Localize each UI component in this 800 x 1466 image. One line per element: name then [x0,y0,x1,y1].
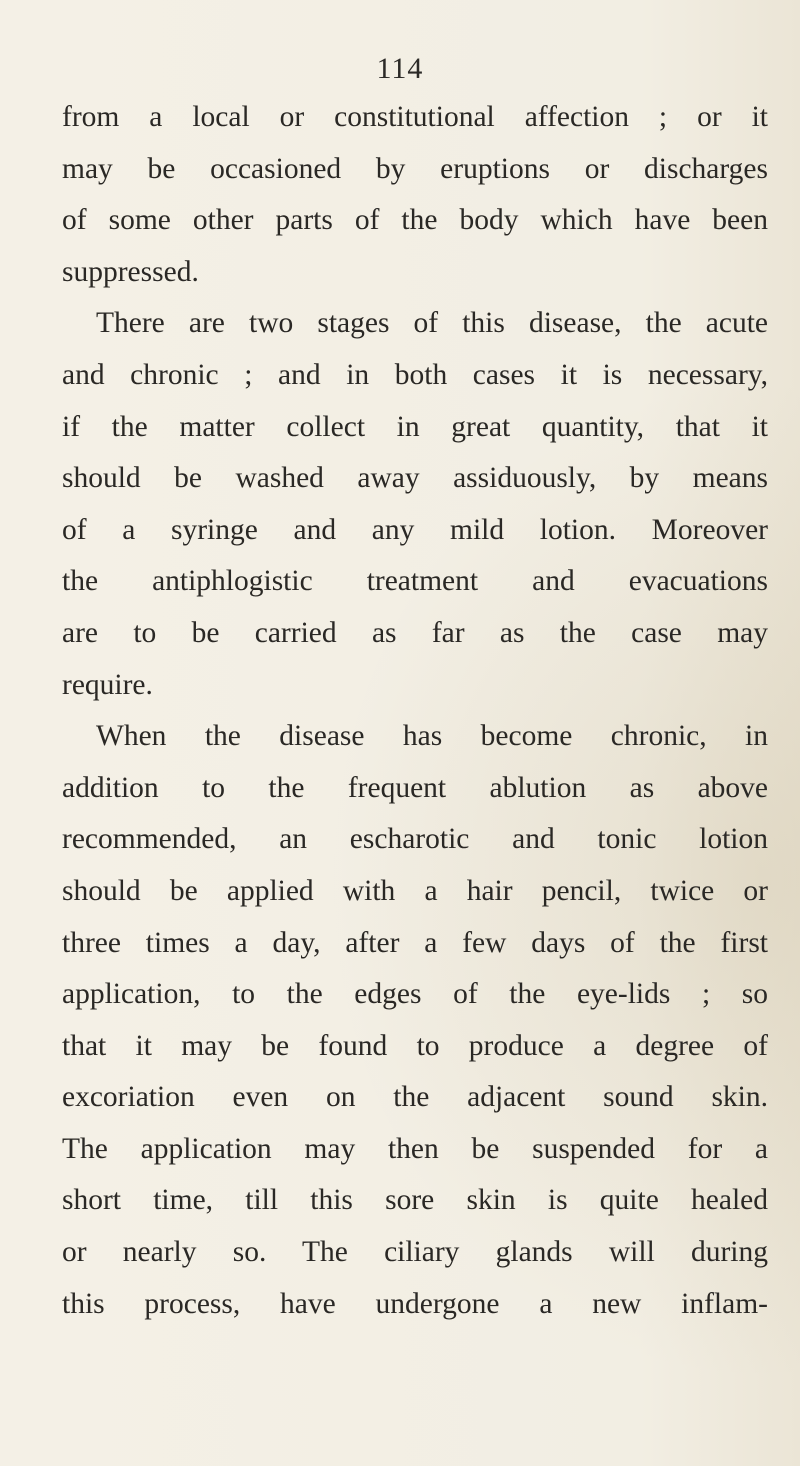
page-number: 114 [376,52,424,85]
text-line: application, to the edges of the eye-lids ; so [62,978,768,1011]
text-line: the antiphlogistic treatment and evacuations [62,565,768,598]
text-line: There are two stages of this disease, the acute [96,307,768,340]
text-line: if the matter collect in great quantity, that it [62,410,768,443]
body-text [62,92,768,1330]
text-line: should be washed away assiduously, by means [62,462,768,495]
text-line: may be occasioned by eruptions or discharges [62,152,768,185]
text-line: three times a day, after a few days of the first [62,926,768,959]
text-line: that it may be found to produce a degree of [62,1029,768,1062]
text-line: of a syringe and any mild lotion. Moreover [62,513,768,546]
text-line: of some other parts of the body which have been [62,204,768,237]
text-line: and chronic ; and in both cases it is necessary, [62,358,768,391]
text-line: require. [62,668,153,701]
text-line: short time, till this sore skin is quite healed [62,1184,768,1217]
text-line: The application may then be suspended for a [62,1132,768,1165]
text-line: excoriation even on the adjacent sound skin. [62,1081,768,1114]
text-line: from a local or constitutional affection ; or it [62,101,768,133]
text-line: are to be carried as far as the case may [62,616,768,649]
text-line: or nearly so. The ciliary glands will during [62,1236,768,1269]
text-line: When the disease has become chronic, in [96,720,768,753]
text-line: this process, have undergone a new inflam- [62,1287,768,1320]
text-line: should be applied with a hair pencil, twice or [62,874,768,907]
text-line: addition to the frequent ablution as above [62,771,768,804]
text-line: recommended, an escharotic and tonic lotion [62,823,768,856]
text-line: suppressed. [62,255,199,288]
